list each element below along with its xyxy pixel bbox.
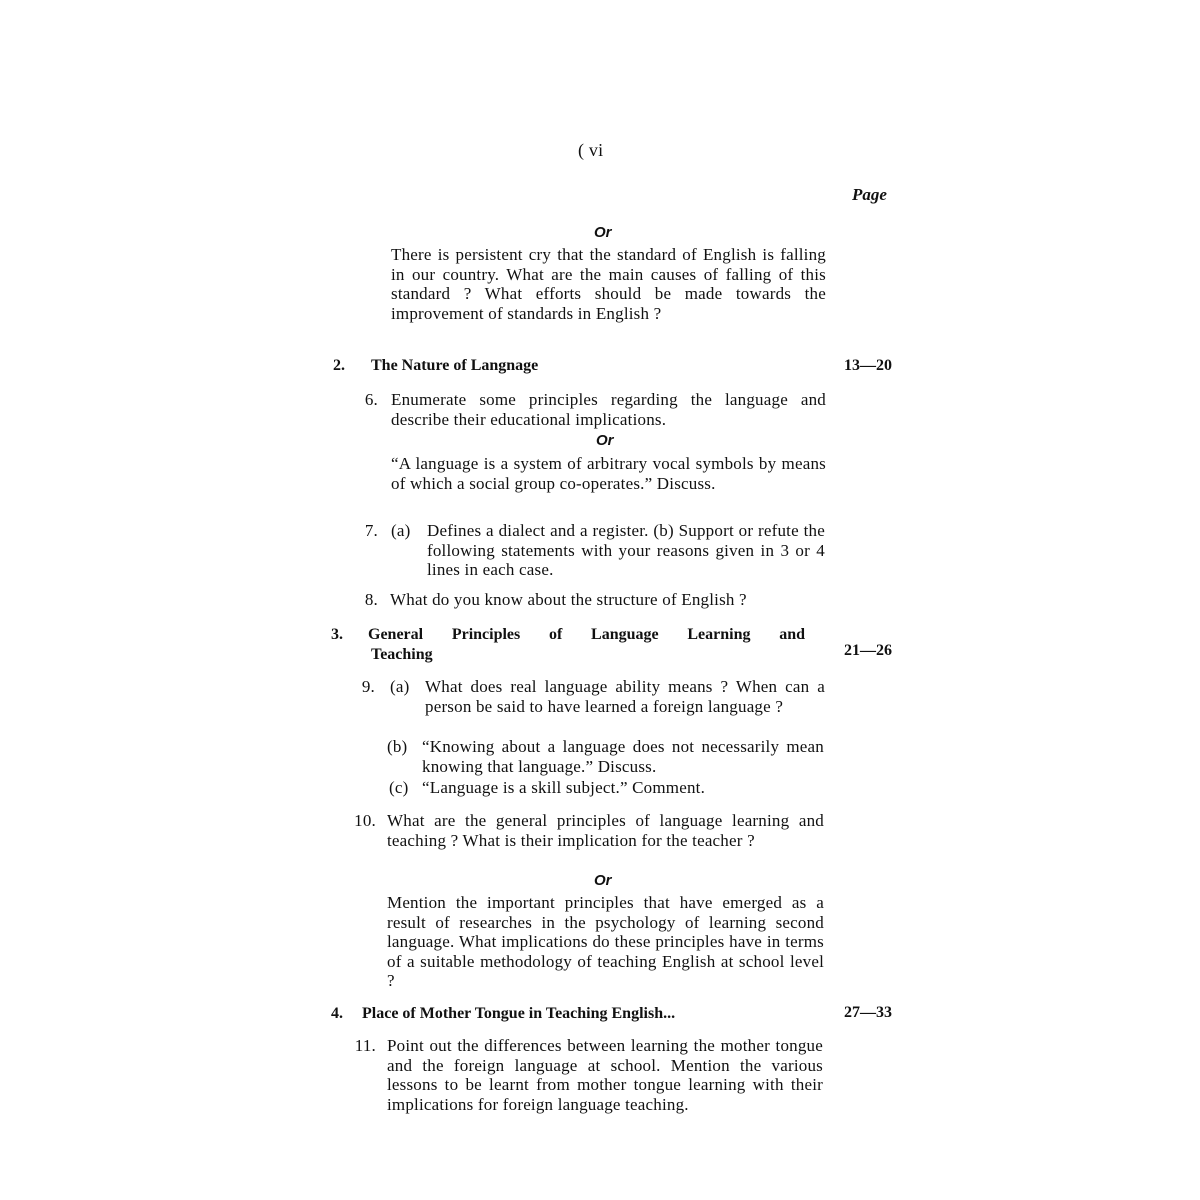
question-alternative: “A language is a system of arbitrary vocal symbols by means of which a social group co-operates.” Discuss.: [391, 454, 826, 493]
section-number: 4.: [331, 1005, 343, 1022]
page-column-label: Page: [852, 185, 887, 204]
section-title-line: General Principles of Language Learning and: [368, 626, 805, 643]
or-label: Or: [594, 224, 612, 241]
section-title: The Nature of Langnage: [371, 357, 539, 374]
question-number: 9.: [361, 677, 375, 696]
or-label: Or: [594, 872, 612, 889]
question-text: Point out the differences between learning the mother tongue and the foreign language at school. Mention the various lessons to be learnt from mother tongue learning with their implications for foreign language teaching.: [387, 1036, 823, 1114]
question-text: Defines a dialect and a register. (b) Support or refute the following statements with your reasons given in 3 or 4 lines in each case.: [427, 521, 825, 579]
sub-question-label: (c): [389, 778, 409, 797]
sub-question-text: “Knowing about a language does not necessarily mean knowing that language.” Discuss.: [422, 737, 824, 776]
question-alternative: Mention the important principles that have emerged as a result of researches in the psychology of learning second language. What implications do these principles have in terms of a suitable methodology of teaching English at school level ?: [387, 893, 824, 990]
section-page-range: 21—26: [844, 642, 892, 659]
question-number: 6.: [364, 390, 378, 409]
sub-question-label: (b): [387, 737, 408, 756]
question-number: 10.: [354, 811, 376, 830]
section-page-range: 27—33: [844, 1004, 892, 1021]
page-marker: ( vi: [578, 140, 604, 160]
section-title-line: Teaching: [371, 646, 433, 663]
question-number: 11.: [354, 1036, 376, 1055]
sub-question-label: (a): [390, 677, 410, 696]
sub-question-text: What does real language ability means ? When can a person be said to have learned a foreign language ?: [425, 677, 825, 716]
intro-question: There is persistent cry that the standard of English is falling in our country. What are the main causes of falling of this standard ? What efforts should be made towards the improvement of standards in English ?: [391, 245, 826, 323]
question-text: What do you know about the structure of English ?: [390, 590, 747, 609]
question-text: Enumerate some principles regarding the language and describe their educational implications.: [391, 390, 826, 429]
section-number: 2.: [333, 357, 345, 374]
question-number: 7.: [364, 521, 378, 540]
section-title: Place of Mother Tongue in Teaching English...: [362, 1005, 676, 1022]
question-number: 8.: [364, 590, 378, 609]
section-number: 3.: [331, 626, 343, 643]
sub-question-label: (a): [391, 521, 411, 540]
section-page-range: 13—20: [844, 357, 892, 374]
or-label: Or: [596, 432, 614, 449]
question-text: What are the general principles of language learning and teaching ? What is their implication for the teacher ?: [387, 811, 824, 850]
sub-question-text: “Language is a skill subject.” Comment.: [422, 778, 706, 797]
